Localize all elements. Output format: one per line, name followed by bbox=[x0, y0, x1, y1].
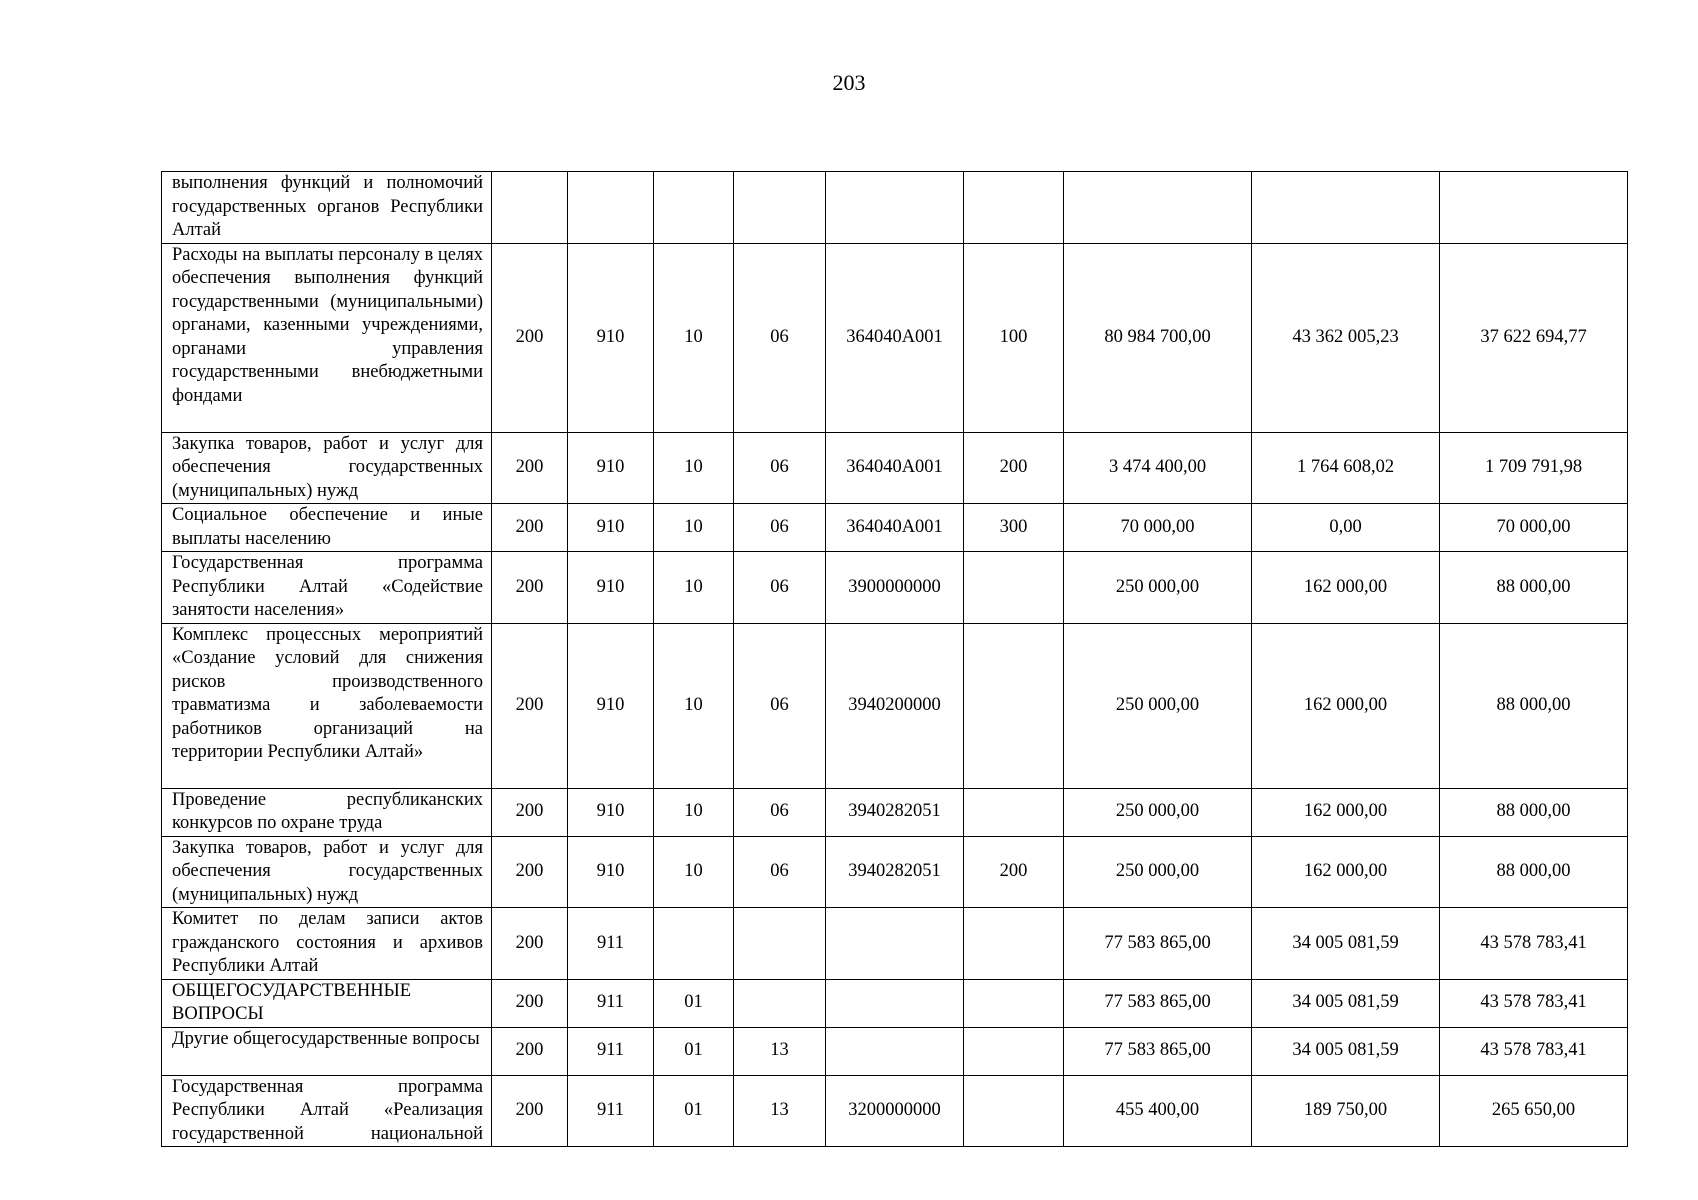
cell-c3: 10 bbox=[654, 623, 734, 788]
cell-v2: 0,00 bbox=[1252, 504, 1440, 552]
cell-c6 bbox=[964, 788, 1064, 836]
cell-c1: 200 bbox=[492, 908, 568, 980]
cell-c2: 910 bbox=[568, 836, 654, 908]
cell-v2: 162 000,00 bbox=[1252, 836, 1440, 908]
cell-v2: 34 005 081,59 bbox=[1252, 1027, 1440, 1075]
cell-c4: 06 bbox=[734, 623, 826, 788]
cell-c4: 06 bbox=[734, 432, 826, 504]
cell-c6 bbox=[964, 172, 1064, 244]
cell-v2: 34 005 081,59 bbox=[1252, 908, 1440, 980]
table-row bbox=[162, 1027, 1628, 1075]
cell-v3: 37 622 694,77 bbox=[1440, 243, 1628, 432]
cell-c3: 01 bbox=[654, 1075, 734, 1147]
cell-c6: 300 bbox=[964, 504, 1064, 552]
cell-c3: 01 bbox=[654, 1027, 734, 1075]
cell-c6 bbox=[964, 979, 1064, 1027]
cell-c2: 910 bbox=[568, 623, 654, 788]
cell-c2: 911 bbox=[568, 979, 654, 1027]
row-name: Государственная программа Республики Алтай «Содействие занятости населения» bbox=[162, 552, 492, 624]
cell-c5: 3200000000 bbox=[826, 1075, 964, 1147]
cell-v2: 162 000,00 bbox=[1252, 788, 1440, 836]
cell-c4: 13 bbox=[734, 1075, 826, 1147]
table-row bbox=[162, 979, 1628, 1027]
cell-c3: 10 bbox=[654, 243, 734, 432]
cell-v2: 43 362 005,23 bbox=[1252, 243, 1440, 432]
cell-c6: 100 bbox=[964, 243, 1064, 432]
table-row bbox=[162, 504, 1628, 552]
cell-c4: 06 bbox=[734, 504, 826, 552]
cell-c5 bbox=[826, 172, 964, 244]
cell-v3: 43 578 783,41 bbox=[1440, 979, 1628, 1027]
cell-c3: 10 bbox=[654, 836, 734, 908]
cell-v3 bbox=[1440, 172, 1628, 244]
cell-v3: 88 000,00 bbox=[1440, 788, 1628, 836]
cell-v2: 162 000,00 bbox=[1252, 552, 1440, 624]
page-number: 203 bbox=[832, 70, 866, 95]
budget-table bbox=[161, 171, 1628, 1147]
cell-v1: 455 400,00 bbox=[1064, 1075, 1252, 1147]
cell-v1: 77 583 865,00 bbox=[1064, 1027, 1252, 1075]
cell-c2: 911 bbox=[568, 1075, 654, 1147]
table-row bbox=[162, 908, 1628, 980]
cell-c4: 06 bbox=[734, 243, 826, 432]
cell-c4 bbox=[734, 172, 826, 244]
cell-c6 bbox=[964, 1027, 1064, 1075]
cell-c3: 10 bbox=[654, 552, 734, 624]
cell-c6: 200 bbox=[964, 432, 1064, 504]
cell-c1: 200 bbox=[492, 432, 568, 504]
cell-c1: 200 bbox=[492, 836, 568, 908]
cell-v3: 43 578 783,41 bbox=[1440, 1027, 1628, 1075]
cell-c2: 911 bbox=[568, 908, 654, 980]
cell-c6 bbox=[964, 623, 1064, 788]
row-name: Закупка товаров, работ и услуг для обеспечения государственных (муниципальных) нужд bbox=[162, 432, 492, 504]
cell-c3 bbox=[654, 908, 734, 980]
cell-c5: 3940200000 bbox=[826, 623, 964, 788]
row-name: Проведение республиканских конкурсов по охране труда bbox=[162, 788, 492, 836]
cell-c2: 911 bbox=[568, 1027, 654, 1075]
cell-v2: 162 000,00 bbox=[1252, 623, 1440, 788]
cell-v1: 250 000,00 bbox=[1064, 836, 1252, 908]
table-row bbox=[162, 1075, 1628, 1147]
cell-c1: 200 bbox=[492, 504, 568, 552]
cell-c5 bbox=[826, 1027, 964, 1075]
table-row bbox=[162, 243, 1628, 432]
cell-c2: 910 bbox=[568, 432, 654, 504]
cell-c2: 910 bbox=[568, 552, 654, 624]
cell-c5: 3940282051 bbox=[826, 788, 964, 836]
cell-c1: 200 bbox=[492, 1075, 568, 1147]
cell-c4: 13 bbox=[734, 1027, 826, 1075]
cell-c1: 200 bbox=[492, 243, 568, 432]
cell-c5: 364040А001 bbox=[826, 432, 964, 504]
row-name: ОБЩЕГОСУДАРСТВЕННЫЕ ВОПРОСЫ bbox=[162, 979, 492, 1027]
cell-v1: 70 000,00 bbox=[1064, 504, 1252, 552]
cell-c5: 3940282051 bbox=[826, 836, 964, 908]
cell-c4: 06 bbox=[734, 552, 826, 624]
cell-c4 bbox=[734, 979, 826, 1027]
cell-c4: 06 bbox=[734, 836, 826, 908]
cell-c3: 10 bbox=[654, 788, 734, 836]
cell-v1: 80 984 700,00 bbox=[1064, 243, 1252, 432]
cell-v3: 70 000,00 bbox=[1440, 504, 1628, 552]
cell-c2: 910 bbox=[568, 788, 654, 836]
cell-v3: 88 000,00 bbox=[1440, 552, 1628, 624]
table-row bbox=[162, 552, 1628, 624]
cell-c6 bbox=[964, 1075, 1064, 1147]
table-row bbox=[162, 836, 1628, 908]
row-name: Расходы на выплаты персоналу в целях обеспечения выполнения функций государственными (муниципальными) органами, казенными учреждениями, органами управления государственными внебюджетными фондами bbox=[162, 243, 492, 432]
cell-v3: 265 650,00 bbox=[1440, 1075, 1628, 1147]
cell-c6 bbox=[964, 552, 1064, 624]
cell-v1: 3 474 400,00 bbox=[1064, 432, 1252, 504]
cell-c3: 10 bbox=[654, 432, 734, 504]
cell-c1 bbox=[492, 172, 568, 244]
cell-v1: 77 583 865,00 bbox=[1064, 908, 1252, 980]
cell-c3 bbox=[654, 172, 734, 244]
cell-v2: 1 764 608,02 bbox=[1252, 432, 1440, 504]
cell-v1: 250 000,00 bbox=[1064, 788, 1252, 836]
row-name: Другие общегосударственные вопросы bbox=[162, 1027, 492, 1075]
cell-v3: 1 709 791,98 bbox=[1440, 432, 1628, 504]
cell-v1: 77 583 865,00 bbox=[1064, 979, 1252, 1027]
cell-c1: 200 bbox=[492, 788, 568, 836]
cell-v1 bbox=[1064, 172, 1252, 244]
cell-c1: 200 bbox=[492, 552, 568, 624]
cell-c5: 364040А001 bbox=[826, 504, 964, 552]
cell-c1: 200 bbox=[492, 979, 568, 1027]
cell-v3: 88 000,00 bbox=[1440, 836, 1628, 908]
cell-c2: 910 bbox=[568, 243, 654, 432]
row-name: Комитет по делам записи актов гражданского состояния и архивов Республики Алтай bbox=[162, 908, 492, 980]
cell-v2: 189 750,00 bbox=[1252, 1075, 1440, 1147]
row-name: Комплекс процессных мероприятий «Создание условий для снижения рисков производственного травматизма и заболеваемости работников организаций на территории Республики Алтай» bbox=[162, 623, 492, 788]
cell-v2 bbox=[1252, 172, 1440, 244]
table-row bbox=[162, 623, 1628, 788]
cell-c5: 364040А001 bbox=[826, 243, 964, 432]
row-name: Закупка товаров, работ и услуг для обеспечения государственных (муниципальных) нужд bbox=[162, 836, 492, 908]
cell-c4 bbox=[734, 908, 826, 980]
cell-c1: 200 bbox=[492, 1027, 568, 1075]
row-name: Социальное обеспечение и иные выплаты населению bbox=[162, 504, 492, 552]
cell-c5: 3900000000 bbox=[826, 552, 964, 624]
cell-c1: 200 bbox=[492, 623, 568, 788]
cell-c3: 01 bbox=[654, 979, 734, 1027]
cell-c5 bbox=[826, 908, 964, 980]
cell-v1: 250 000,00 bbox=[1064, 552, 1252, 624]
cell-c2: 910 bbox=[568, 504, 654, 552]
cell-c5 bbox=[826, 979, 964, 1027]
cell-c3: 10 bbox=[654, 504, 734, 552]
cell-c6: 200 bbox=[964, 836, 1064, 908]
table-row bbox=[162, 788, 1628, 836]
cell-v2: 34 005 081,59 bbox=[1252, 979, 1440, 1027]
row-name: выполнения функций и полномочий государственных органов Республики Алтай bbox=[162, 172, 492, 244]
row-name: Государственная программа Республики Алтай «Реализация государственной национальной bbox=[162, 1075, 492, 1147]
cell-c2 bbox=[568, 172, 654, 244]
cell-v3: 43 578 783,41 bbox=[1440, 908, 1628, 980]
cell-v1: 250 000,00 bbox=[1064, 623, 1252, 788]
cell-c4: 06 bbox=[734, 788, 826, 836]
table-row bbox=[162, 432, 1628, 504]
cell-c6 bbox=[964, 908, 1064, 980]
table-row bbox=[162, 172, 1628, 244]
cell-v3: 88 000,00 bbox=[1440, 623, 1628, 788]
